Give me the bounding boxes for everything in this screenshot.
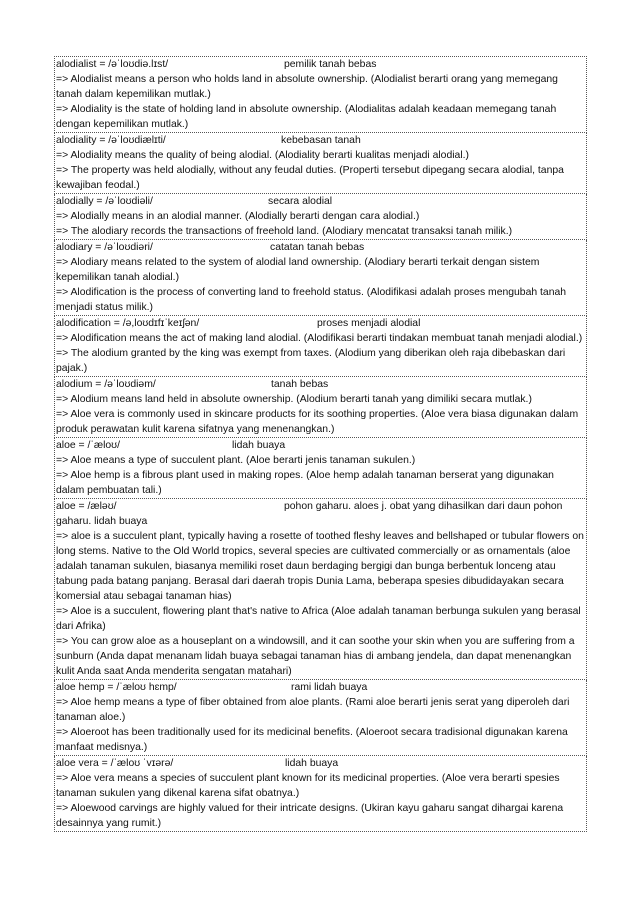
example-line: => Aloewood carvings are highly valued for their intricate designs. (Ukiran kayu gaharu sangat dihargai karena desainnya yang rumit.) [56,803,564,829]
example-line: => The property was held alodially, without any feudal duties. (Properti tersebut dipegang secara alodial, tanpa kewajiban feodal.) [56,165,564,191]
entry-header [55,316,586,331]
entry-translation: tanah bebas [271,379,329,390]
entry-term: alodially = /əˈloʊdiəli/ [56,196,153,207]
entry-term: alodium = /əˈloʊdiəm/ [56,379,156,390]
entry-aloe [54,438,587,499]
entry-translation: pemilik tanah bebas [284,59,377,70]
entry-term: aloe = /æləʊ/ [56,501,117,512]
entry-aloe-hemp [54,680,587,756]
example-line: => Aloe vera is commonly used in skincare products for its soothing properties. (Aloe vera biasa digunakan dalam produk perawatan kulit karena sifatnya yang menenangkan.) [56,409,579,435]
entry-alodialist [54,56,587,133]
example-line: => Alodium means land held in absolute ownership. (Alodium berarti tanah yang dimiliki secara mutlak.) [56,394,532,405]
dictionary-page [54,56,587,832]
entry-term: alodiality = /əˈloʊdiælɪti/ [56,135,166,146]
example-line: => Aloe is a succulent, flowering plant that's native to Africa (Aloe adalah tanaman berbunga sukulen yang berasal dari Afrika) [56,606,581,632]
example-line: => Alodiality is the state of holding land in absolute ownership. (Alodialitas adalah keadaan memegang tanah dengan kepemilikan mutlak.) [56,104,557,130]
example-line: => Aloe means a type of succulent plant. (Aloe berarti jenis tanaman sukulen.) [56,455,416,466]
entry-header [55,377,586,392]
entry-aloe-vera [54,756,587,832]
example-line: => The alodiary records the transactions of freehold land. (Alodiary mencatat transaksi tanah milik.) [56,226,513,237]
entry-alodially [54,194,587,240]
entry-header [55,756,586,771]
example-line: => Aloe vera means a species of succulent plant known for its medicinal properties. (Aloe vera berarti spesies tanaman sukulen yang dikenal karena sifat obatnya.) [56,773,560,799]
entry-term: alodification = /ə,loʊdɪfɪˈkeɪʃən/ [56,318,200,329]
entry-translation: lidah buaya [232,440,286,451]
entry-term: aloe hemp = /ˈæloʊ hɛmp/ [56,682,177,693]
example-line: => Aloe hemp means a type of fiber obtained from aloe plants. (Rami aloe berarti jenis serat yang diperoleh dari tanaman aloe.) [56,697,570,723]
entry-translation: lidah buaya [285,758,339,769]
example-line: => Alodification is the process of converting land to freehold status. (Alodifikasi adalah proses mengubah tanah menjadi status milik.) [56,287,567,313]
example-line: => Alodialist means a person who holds land in absolute ownership. (Alodialist berarti orang yang memegang tanah dalam kepemilikan mutlak.) [56,74,558,100]
entry-header-wrapped [55,499,586,529]
entry-translation: pohon gaharu. aloes j. obat yang dihasilkan dari daun pohon gaharu. lidah buaya [56,501,563,527]
entry-term: alodiary = /əˈloʊdiəri/ [56,242,153,253]
entry-term: alodialist = /əˈloʊdiə.lɪst/ [56,59,169,70]
entry-translation: rami lidah buaya [291,682,368,693]
entry-term: aloe = /ˈæloʊ/ [56,440,120,451]
example-line: => aloe is a succulent plant, typically having a rosette of toothed fleshy leaves and bellshaped or tubular flowers on long stems. Native to the Old World tropics, several species are cultivated commercially or as ornamentals (aloe adalah tanaman sukulen, biasanya memiliki roset daun berdaging bergigi dan bunga berbentuk lonceng atau tabung pada batang panjang. Berasal dari daerah tropis Dunia Lama, beberapa spesies dibudidayakan secara komersial atau sebagai tanaman hias) [56,531,584,602]
entry-translation: secara alodial [268,196,333,207]
example-line: => Alodiary means related to the system of alodial land ownership. (Alodiary berarti terkait dengan sistem kepemilikan tanah alodial.) [56,257,540,283]
entry-aloe-extended [54,499,587,680]
entry-header [55,240,586,255]
example-line: => Alodiality means the quality of being alodial. (Alodiality berarti kualitas menjadi alodial.) [56,150,469,161]
entry-header [55,438,586,453]
entry-translation: catatan tanah bebas [270,242,365,253]
example-line: => Alodially means in an alodial manner. (Alodially berarti dengan cara alodial.) [56,211,420,222]
entry-translation: kebebasan tanah [281,135,361,146]
entry-header [55,133,586,148]
example-line: => Aloe hemp is a fibrous plant used in making ropes. (Aloe hemp adalah tanaman berserat yang digunakan dalam pembuatan tali.) [56,470,554,496]
entry-translation: proses menjadi alodial [317,318,421,329]
example-line: => Alodification means the act of making land alodial. (Alodifikasi berarti tindakan membuat tanah menjadi alodial.) [56,333,583,344]
example-line: => You can grow aloe as a houseplant on a windowsill, and it can soothe your skin when you are suffering from a sunburn (Anda dapat menanam lidah buaya sebagai tanaman hias di ambang jendela, dan dapat menenangkan kulit Anda saat Anda menderita sengatan matahari) [56,636,575,677]
entry-header [55,57,586,72]
entry-term: aloe vera = /ˈæloʊ ˈvɪərə/ [56,758,174,769]
entry-alodiary [54,240,587,316]
entry-header [55,194,586,209]
example-line: => The alodium granted by the king was exempt from taxes. (Alodium yang diberikan oleh raja dibebaskan dari pajak.) [56,348,566,374]
entry-header [55,680,586,695]
entry-alodification [54,316,587,377]
entry-alodium [54,377,587,438]
entry-alodiality [54,133,587,194]
example-line: => Aloeroot has been traditionally used for its medicinal benefits. (Aloeroot secara tradisional digunakan karena manfaat medisnya.) [56,727,568,753]
